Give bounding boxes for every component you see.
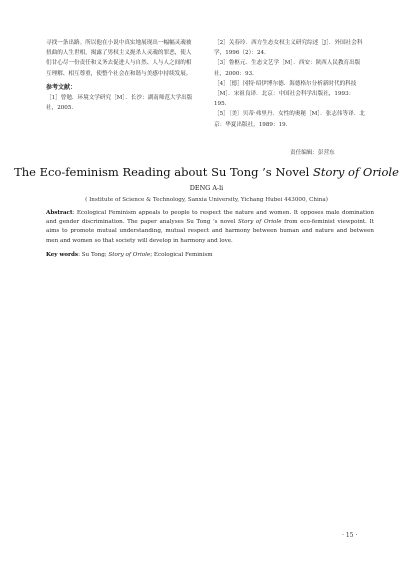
keywords-label: Key words [46,252,79,258]
keywords-text-1: : Su Tong; [78,252,109,258]
responsible-editor: 责任编辑：彭营东 [290,150,335,156]
reference-item: ［3］鲁枢元．生态文艺学［M］．西安：陕西人民教育出版社，2000：93. [214,60,361,77]
title-italic: Story of Oriole [312,165,399,179]
reference-item: ［4］［德］冈特·绍伊博尔德．海德格尔分析新时代的科技［M］．宋祖良译．北京：中国社会科学出版社，1993：195. [214,80,357,108]
abstract-text-2: from eco-feminist viewpoint. It aims to promote mutual understanding, mutual respect and harmony between human and nature and between men and women so that society will develop in harmony and love. [46,219,374,244]
keywords-italic: Story of Oriole [108,252,151,258]
affiliation: ( Institute of Science & Technology, Sanxia University, Yichang Hubei 443000, China) [85,197,328,203]
keywords [46,252,374,258]
reference-item: ［2］关春玲．西方生态女权主义研究综述［J］．外国社会科学，1996（2）：24. [214,40,363,57]
abstract-text-1: : Ecological Feminism appeals to people to respect the nature and women. It opposes male domination and gender discrimination. The paper analyses Su Tong ’s novel [46,210,374,226]
reference-item: ［5］〔美〕贝蒂·弗里丹．女性的奥秘［M］．张志伟等译．北京：华夏出版社，1989：19. [214,111,365,128]
abstract-italic: Story of Oriole [238,219,282,226]
references-heading: 参考文献： [46,83,77,91]
keywords-text-2: ; Ecological Feminism [150,252,213,258]
page-number: · 15 · [342,532,358,539]
right-column [214,38,366,130]
body-paragraph: 寻找一条出路。所以他在小说中真实地展现出一幅幅灵魂被扭曲的人生世相，揭露了男权主义扼杀人灵魂的罪恶，使人们甘心尽一份责任和义务去促进人与自然、人与人之间的相互理解、相互尊重，使整个社会在和谐与美感中持续发展。 [46,40,192,77]
english-title [0,165,413,179]
abstract-label: Abstract [46,210,73,216]
left-column [46,38,196,113]
abstract [46,209,374,246]
reference-item: ［1］曾勉．环境文学研究［M］．长沙：湖南师范大学出版社，2005. [46,94,193,112]
title-main: The Eco-feminism Reading about Su Tong ’s Novel [14,165,313,179]
author: DENG A-li [189,184,224,192]
